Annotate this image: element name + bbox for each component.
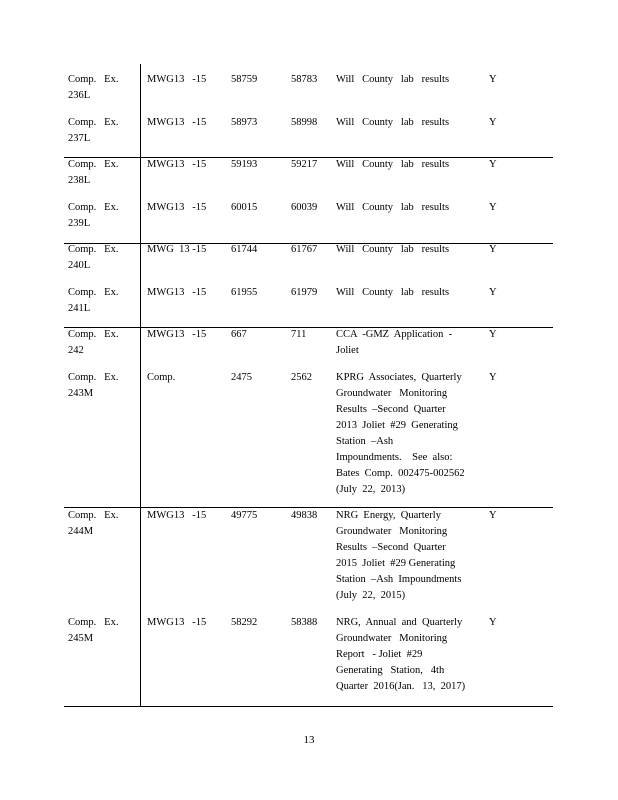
flag: Y [489, 74, 497, 85]
bates-start: 60015 [231, 202, 258, 213]
column-divider [140, 64, 141, 706]
description: Will County lab results [336, 74, 450, 85]
bates-start: 49775 [231, 510, 258, 521]
bates-start: 61744 [231, 244, 258, 255]
flag: Y [489, 244, 497, 255]
bates-end: 58998 [291, 117, 318, 128]
bates-end: 58388 [291, 617, 318, 628]
flag: Y [489, 117, 497, 128]
bates-start: 58973 [231, 117, 258, 128]
bates-end: 711 [291, 329, 307, 340]
flag: Y [489, 329, 497, 340]
document-id: MWG13 -15 [147, 329, 207, 340]
exhibit-number: Comp. Ex. 245M [68, 617, 119, 644]
bates-end: 2562 [291, 372, 312, 383]
flag: Y [489, 510, 497, 521]
bates-end: 61979 [291, 287, 318, 298]
exhibit-number: Comp. Ex. 240L [68, 244, 119, 271]
exhibit-number: Comp. Ex. 237L [68, 117, 119, 144]
exhibit-number: Comp. Ex. 241L [68, 287, 119, 314]
description: Will County lab results [336, 287, 450, 298]
description: NRG Energy, Quarterly Groundwater Monitoring Results –Second Quarter 2015 Joliet #29 Generating Station –Ash Impoundments (July 22, 2015) [336, 510, 462, 601]
bates-end: 59217 [291, 159, 318, 170]
bates-start: 667 [231, 329, 247, 340]
flag: Y [489, 617, 497, 628]
flag: Y [489, 159, 497, 170]
description: Will County lab results [336, 159, 450, 170]
exhibit-number: Comp. Ex. 239L [68, 202, 119, 229]
description: Will County lab results [336, 244, 450, 255]
bates-end: 61767 [291, 244, 318, 255]
document-id: MWG13 -15 [147, 202, 207, 213]
bates-end: 58783 [291, 74, 318, 85]
description: CCA -GMZ Application - Joliet [336, 329, 453, 356]
bates-start: 58292 [231, 617, 258, 628]
flag: Y [489, 287, 497, 298]
bates-start: 2475 [231, 372, 252, 383]
exhibit-number: Comp. Ex. 242 [68, 329, 119, 356]
flag: Y [489, 202, 497, 213]
document-id: MWG 13 -15 [147, 244, 207, 255]
table-bottom-border [64, 706, 553, 707]
description: Will County lab results [336, 202, 450, 213]
document-id: Comp. [147, 372, 176, 383]
description: KPRG Associates, Quarterly Groundwater Monitoring Results –Second Quarter 2013 Joliet #29 Generating Station –Ash Impoundments. See also: Bates Comp. 002475-002562 (July 22, 2013) [336, 372, 465, 495]
bates-start: 61955 [231, 287, 258, 298]
exhibit-number: Comp. Ex. 243M [68, 372, 119, 399]
flag: Y [489, 372, 497, 383]
document-id: MWG13 -15 [147, 74, 207, 85]
description: NRG, Annual and Quarterly Groundwater Monitoring Report - Joliet #29 Generating Station, 4th Quarter 2016(Jan. 13, 2017) [336, 617, 466, 692]
document-id: MWG13 -15 [147, 117, 207, 128]
exhibit-number: Comp. Ex. 244M [68, 510, 119, 537]
page-number: 13 [303, 734, 315, 746]
document-id: MWG13 -15 [147, 510, 207, 521]
description: Will County lab results [336, 117, 450, 128]
exhibit-number: Comp. Ex. 238L [68, 159, 119, 186]
bates-start: 59193 [231, 159, 258, 170]
document-id: MWG13 -15 [147, 287, 207, 298]
exhibit-number: Comp. Ex. 236L [68, 74, 119, 101]
document-id: MWG13 -15 [147, 617, 207, 628]
document-id: MWG13 -15 [147, 159, 207, 170]
bates-end: 60039 [291, 202, 318, 213]
bates-end: 49838 [291, 510, 318, 521]
bates-start: 58759 [231, 74, 258, 85]
